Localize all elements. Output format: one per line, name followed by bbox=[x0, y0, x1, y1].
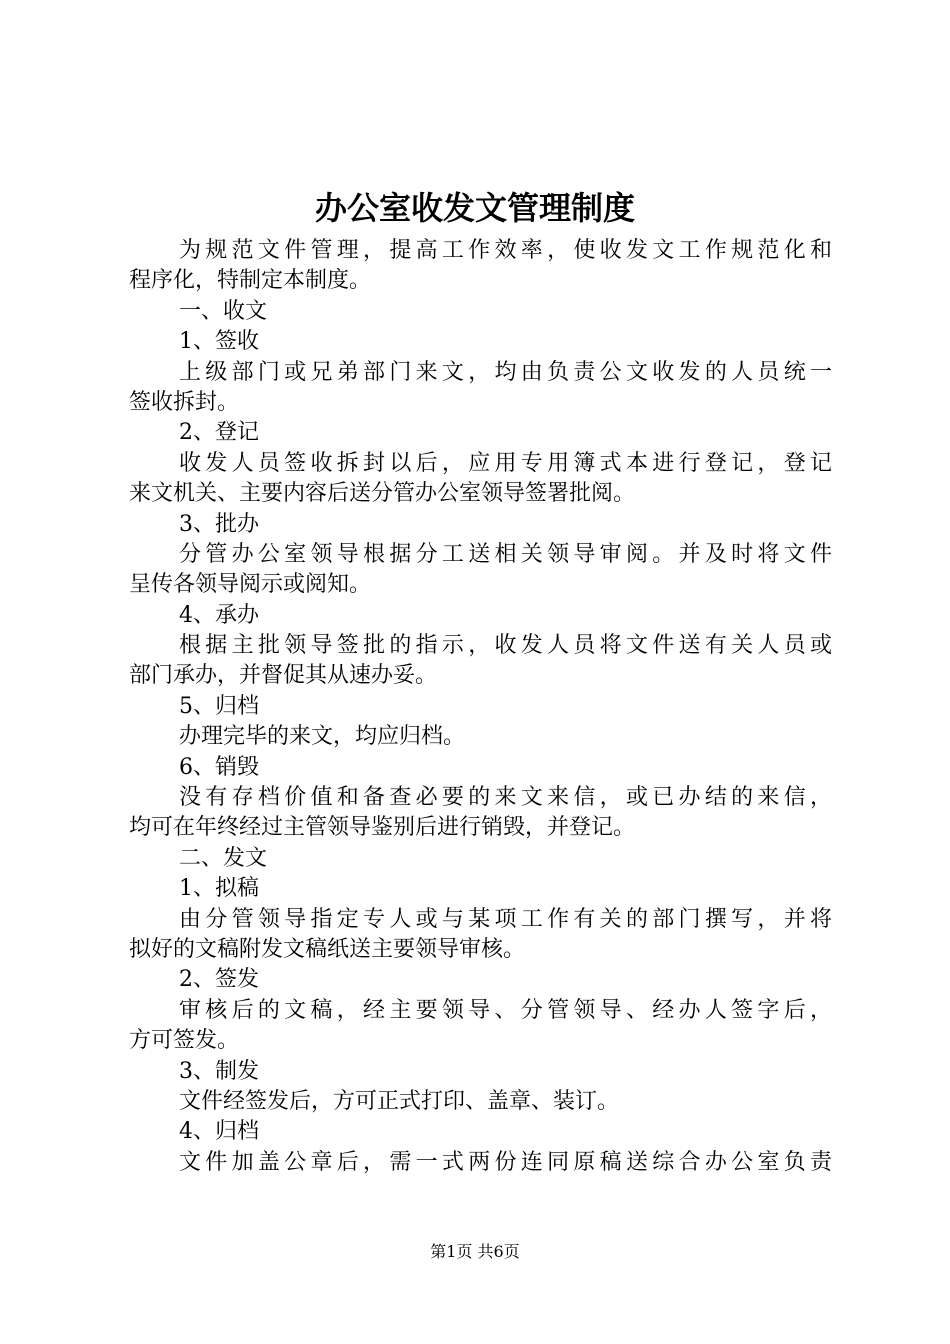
body-line: 办理完毕的来文，均应归档。 bbox=[179, 724, 466, 750]
body-line: 程序化，特制定本制度。 bbox=[129, 268, 372, 294]
body-line: 拟好的文稿附发文稿纸送主要领导审核。 bbox=[129, 936, 526, 962]
document-title: 办公室收发文管理制度 bbox=[314, 189, 635, 227]
body-line: 方可签发。 bbox=[129, 1028, 240, 1054]
subsection-heading: 5、归档 bbox=[179, 693, 259, 719]
subsection-heading: 4、归档 bbox=[179, 1119, 259, 1145]
body-line: 根据主批领导签批的指示，收发人员将文件送有关人员或 bbox=[179, 633, 832, 659]
body-line: 由分管领导指定专人或与某项工作有关的部门撰写，并将 bbox=[179, 906, 832, 932]
body-line: 收发人员签收拆封以后，应用专用簿式本进行登记，登记 bbox=[179, 450, 832, 476]
section-heading: 一、收文 bbox=[179, 298, 268, 324]
body-line: 呈传各领导阅示或阅知。 bbox=[129, 572, 372, 598]
body-line: 没有存档价值和备查必要的来文来信，或已办结的来信， bbox=[179, 785, 832, 811]
document-body bbox=[129, 236, 832, 1178]
subsection-heading: 2、登记 bbox=[179, 420, 259, 446]
body-line: 来文机关、主要内容后送分管办公室领导签署批阅。 bbox=[129, 481, 636, 507]
body-line: 审核后的文稿，经主要领导、分管领导、经办人签字后， bbox=[179, 997, 832, 1023]
subsection-heading: 2、签发 bbox=[179, 967, 259, 993]
subsection-heading: 3、制发 bbox=[179, 1058, 259, 1084]
body-line: 分管办公室领导根据分工送相关领导审阅。并及时将文件 bbox=[179, 541, 832, 567]
body-line: 均可在年终经过主管领导鉴别后进行销毁，并登记。 bbox=[129, 815, 636, 841]
subsection-heading: 3、批办 bbox=[179, 511, 259, 537]
body-line: 文件加盖公章后，需一式两份连同原稿送综合办公室负责 bbox=[179, 1149, 832, 1175]
subsection-heading: 1、拟稿 bbox=[179, 876, 259, 902]
page-number-footer: 第1页 共6页 bbox=[430, 1242, 520, 1261]
body-line: 文件经签发后，方可正式打印、盖章、装订。 bbox=[179, 1088, 620, 1114]
subsection-heading: 4、承办 bbox=[179, 602, 259, 628]
body-line: 为规范文件管理，提高工作效率，使收发文工作规范化和 bbox=[179, 238, 832, 263]
subsection-heading: 6、销毁 bbox=[179, 754, 259, 780]
subsection-heading: 1、签收 bbox=[179, 329, 259, 355]
body-line: 签收拆封。 bbox=[129, 389, 240, 415]
section-heading: 二、发文 bbox=[179, 845, 268, 871]
body-line: 上级部门或兄弟部门来文，均由负责公文收发的人员统一 bbox=[179, 359, 832, 385]
body-line: 部门承办，并督促其从速办妥。 bbox=[129, 663, 438, 689]
